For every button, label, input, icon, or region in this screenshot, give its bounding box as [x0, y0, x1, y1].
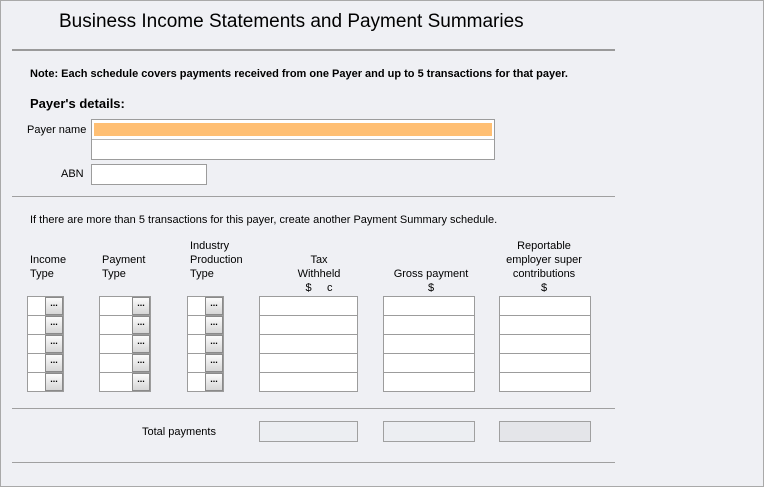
income-type-column [27, 296, 64, 392]
tax-withheld-input[interactable] [259, 315, 358, 334]
super-contributions-column [499, 296, 591, 392]
gross-payment-input[interactable] [383, 334, 475, 353]
industry-production-type-field[interactable] [187, 353, 224, 372]
ellipsis-button[interactable]: ... [205, 373, 223, 391]
ellipsis-button[interactable]: ... [45, 335, 63, 353]
header-line: Income [30, 254, 67, 266]
abn-label: ABN [61, 168, 84, 180]
super-contributions-header [490, 239, 598, 295]
ellipsis-button[interactable]: ... [132, 335, 150, 353]
header-line: Production [190, 254, 243, 266]
ellipsis-button[interactable]: ... [45, 373, 63, 391]
header-line: Reportable [517, 240, 571, 252]
tax-withheld-input[interactable] [259, 353, 358, 372]
industry-production-type-field[interactable] [187, 315, 224, 334]
header-line: contributions [512, 268, 576, 280]
income-type-field[interactable] [27, 296, 64, 315]
payment-type-field[interactable] [99, 353, 151, 372]
payer-name-label: Payer name [27, 124, 87, 136]
header-line: Industry [190, 240, 230, 252]
header-line: Gross payment [393, 268, 469, 280]
gross-payment-column [383, 296, 475, 392]
industry-production-type-field[interactable] [187, 372, 224, 392]
industry-production-type-field[interactable] [187, 296, 224, 315]
payment-type-field[interactable] [99, 315, 151, 334]
payer-name-separator [92, 139, 494, 140]
payer-name-field[interactable] [91, 119, 495, 160]
tax-withheld-input[interactable] [259, 334, 358, 353]
total-payments-label: Total payments [142, 426, 216, 438]
header-line: $ c [305, 282, 333, 294]
income-type-field[interactable] [27, 372, 64, 392]
super-contributions-input[interactable] [499, 334, 591, 353]
payer-name-line-1[interactable] [94, 123, 492, 136]
industry-production-type-column [187, 296, 224, 392]
divider [12, 196, 615, 197]
ellipsis-button[interactable]: ... [45, 297, 63, 315]
ellipsis-button[interactable]: ... [45, 316, 63, 334]
header-line: Type [190, 268, 214, 280]
header-line: $ [427, 282, 435, 294]
super-contributions-input[interactable] [499, 353, 591, 372]
ellipsis-button[interactable]: ... [205, 354, 223, 372]
ellipsis-button[interactable]: ... [132, 373, 150, 391]
total-super-contributions [499, 421, 591, 442]
income-type-field[interactable] [27, 353, 64, 372]
payment-type-header [102, 253, 145, 281]
payment-type-field[interactable] [99, 372, 151, 392]
header-line: Type [102, 268, 126, 280]
gross-payment-input[interactable] [383, 315, 475, 334]
ellipsis-button[interactable]: ... [132, 354, 150, 372]
ellipsis-button[interactable]: ... [45, 354, 63, 372]
gross-payment-input[interactable] [383, 353, 475, 372]
super-contributions-input[interactable] [499, 315, 591, 334]
divider [12, 462, 615, 463]
total-tax-withheld [259, 421, 358, 442]
payment-type-field[interactable] [99, 296, 151, 315]
tax-withheld-header [279, 253, 359, 295]
tax-withheld-input[interactable] [259, 372, 358, 392]
page-title: Business Income Statements and Payment Summaries [59, 11, 524, 32]
ellipsis-button[interactable]: ... [205, 297, 223, 315]
header-line: Withheld [297, 268, 341, 280]
payer-details-heading: Payer's details: [30, 96, 125, 111]
income-type-header [30, 253, 66, 281]
ellipsis-button[interactable]: ... [132, 297, 150, 315]
header-line: Tax [310, 254, 328, 266]
ellipsis-button[interactable]: ... [132, 316, 150, 334]
gross-payment-input[interactable] [383, 372, 475, 392]
divider [12, 49, 615, 51]
industry-production-type-field[interactable] [187, 334, 224, 353]
header-line: Type [30, 268, 54, 280]
income-type-field[interactable] [27, 315, 64, 334]
payment-type-column [99, 296, 151, 392]
income-type-field[interactable] [27, 334, 64, 353]
header-line: employer super [506, 254, 582, 266]
total-gross-payment [383, 421, 475, 442]
gross-payment-header [383, 267, 479, 295]
payment-type-field[interactable] [99, 334, 151, 353]
header-line: Payment [102, 254, 146, 266]
super-contributions-input[interactable] [499, 372, 591, 392]
super-contributions-input[interactable] [499, 296, 591, 315]
abn-field[interactable] [91, 164, 207, 185]
tax-withheld-input[interactable] [259, 296, 358, 315]
divider [12, 408, 615, 409]
header-line: $ [540, 282, 548, 294]
gross-payment-input[interactable] [383, 296, 475, 315]
ellipsis-button[interactable]: ... [205, 335, 223, 353]
ellipsis-button[interactable]: ... [205, 316, 223, 334]
tax-withheld-column [259, 296, 358, 392]
industry-production-type-header [190, 239, 243, 281]
note-text: Note: Each schedule covers payments received from one Payer and up to 5 transactions for that payer. [30, 68, 568, 80]
info-text: If there are more than 5 transactions for this payer, create another Payment Summary schedule. [30, 214, 498, 226]
